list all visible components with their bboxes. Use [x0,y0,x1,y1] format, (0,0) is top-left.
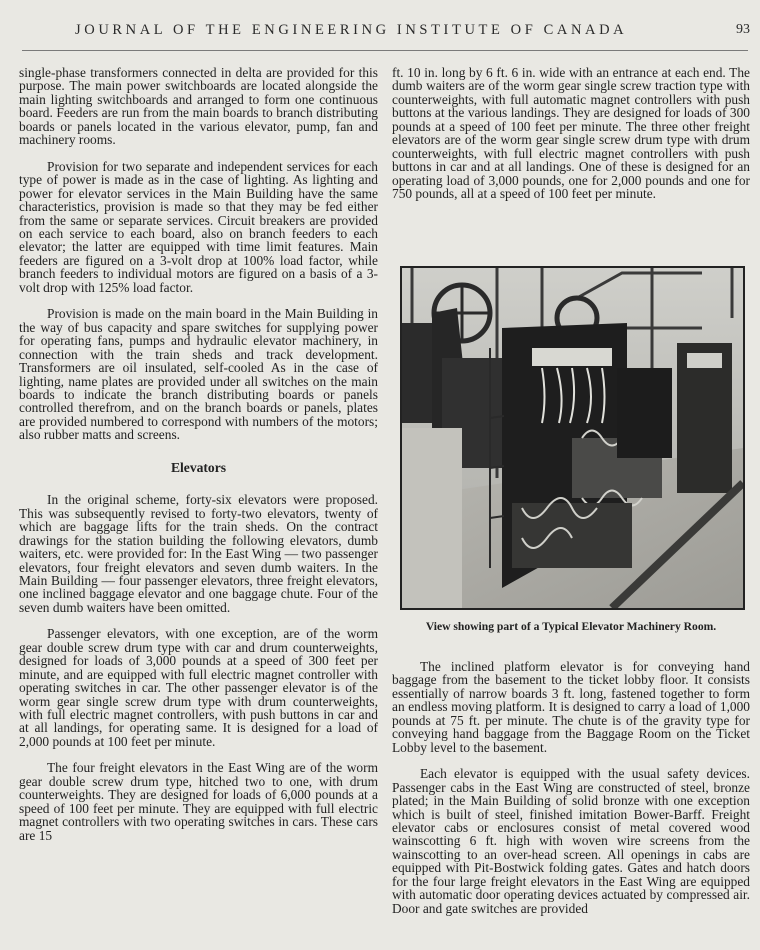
paragraph: Provision for two separate and independent services for each type of power is made as in the case of lighting. As lighting and power for elevator services in the Main Building have the same characteristics, provision is made so that they may be fed either from the same or separate services. Circuit breakers are provided on each service to each board, also on branch feeders to each elevator; the latter are equipped with time limit features. Main feeders are figured on a 3-volt drop at 100% load factor, while branch feeders to individual motors are figured on a basis of a 3-volt drop with 125% load factor. [19,158,378,295]
machinery-room-photo [400,266,745,610]
journal-title: JOURNAL OF THE ENGINEERING INSTITUTE OF CANADA [75,22,628,38]
header-rule [22,50,748,51]
photo-illustration [402,268,743,608]
paragraph: The four freight elevators in the East Wing are of the worm gear double screw drum type, hitched two to one, with drum counterweights. They are designed for loads of 6,000 pounds at a speed of 100 feet per minute. They are equipped with full electric magnet controllers with two operating switches in cars. These cars are 15 [19,760,378,843]
paragraph: ft. 10 in. long by 6 ft. 6 in. wide with an entrance at each end. The dumb waiters are of the worm gear single screw traction type with counterweights, with full automatic magnet controllers with push buttons at the various landings. They are designed for loads of 300 pounds at a speed of 100 feet per minute. The three other freight elevators are of the worm gear single screw drum type with drum counterweights, with full electric magnet controllers with push buttons in car and at all landings. One of these is designed for an operating load of 3,000 pounds, one for 2,000 pounds and one for 750 pounds, all at a speed of 100 feet per minute. [392,65,750,202]
right-column-top [392,66,750,201]
figure-caption: View showing part of a Typical Elevator Machinery Room. [425,620,717,633]
left-column [19,66,378,842]
paragraph: In the original scheme, forty-six elevators were proposed. This was subsequently revised to forty-two elevators, twenty of which are baggage lifts for the train sheds. On the contract drawings for the station building the following elevators, dumb waiters, etc. were provided for: In the East Wing — two passenger elevators, four freight elevators and seven dumb waiters. In the Main Building — four passenger elevators, three freight elevators, one inclined baggage elevator and one baggage chute. Four of the seven dumb waiters have been omitted. [19,492,378,615]
right-column-bottom [392,660,750,915]
page-number: 93 [736,22,750,37]
paragraph: Passenger elevators, with one exception, are of the worm gear double screw drum type with car and drum counterweights, designed for loads of 3,000 pounds at a speed of 300 feet per minute, and are equipped with full electric magnet controller with operating switches in car. The other passenger elevator is of the worm gear single screw drum type with drum counterweights, with full electric magnet controllers, with push buttons in car and at all landings, for operating same. It is designed for a load of 2,000 pounds at 100 feet per minute. [19,626,378,749]
section-heading: Elevators [170,459,227,475]
running-header [75,22,750,44]
paragraph: single-phase transformers connected in delta are provided for this purpose. The main power switchboards are located alongside the main lighting switchboards and arranged to form one continuous board. Feeders are run from the main boards to branch distributing boards or panels located in the various elevator, pump, fan and machinery rooms. [19,65,378,148]
paragraph: The inclined platform elevator is for conveying hand baggage from the basement to the ticket lobby floor. It consists essentially of narrow boards 3 ft. long, fastened together to form an endless moving platform. It is designed to carry a load of 1,000 pounds at 75 ft. per minute. The chute is of the gravity type for conveying hand baggage from the Baggage Room on the Ticket Lobby level to the basement. [392,659,750,755]
paragraph: Provision is made on the main board in the Main Building in the way of bus capacity and spare switches for supplying power for operating fans, pumps and hydraulic elevator machinery, in connection with the train sheds and track development. Transformers are oil insulated, self-cooled As in the case of lighting, name plates are provided under all switches on the main boards to indicate the branch distributing boards or panels controlled therefrom, and on the branch boards or panels, plates are provided numbered to correspond with numbers of the motors; also rubber matts and screens. [19,306,378,443]
paragraph: Each elevator is equipped with the usual safety devices. Passenger cabs in the East Wing are constructed of steel, bronze plated; in the Main Building of solid bronze with one exception which is built of steel, finished imitation Bower-Barff. Freight elevator cabs or enclosures consist of metal covered wood wainscotting 6 ft. high with woven wire screens from the wainscotting to an over-head screen. All openings in cabs are equipped with Pit-Bostwick folding gates. Gates and hatch doors for the four large freight elevators in the East Wing are equipped with automatic door operating devices actuated by compressed air. Door and gate switches are provided [392,766,750,916]
